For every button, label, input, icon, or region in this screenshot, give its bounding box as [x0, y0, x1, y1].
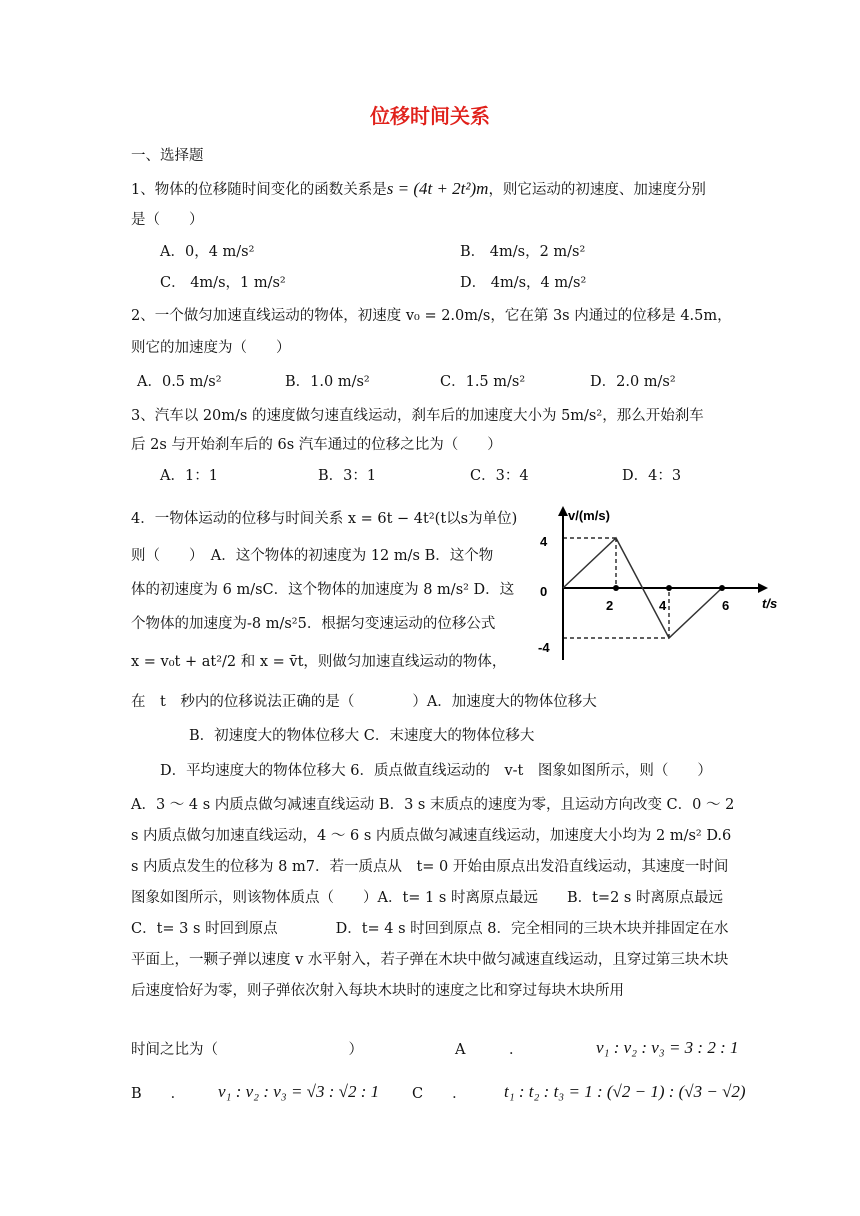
q2-line2: 则它的加速度为（ ）: [131, 340, 291, 356]
q2-option-d: D．2.0 m/s²: [590, 374, 676, 390]
q3-line1: 3、汽车以 20m/s 的速度做匀速直线运动，刹车后的加速度大小为 5m/s²，那么开始刹车: [131, 408, 704, 424]
q2-line1: 2、一个做匀加速直线运动的物体，初速度 v₀ = 2.0m/s，它在第 3s 内通过的位移是 4.5m，: [131, 308, 732, 324]
q8-option-b-formula: v₁ : v₂ : v₃ = √3 : √2 : 1: [218, 1082, 380, 1101]
q1-stem: 1、物体的位移随时间变化的函数关系是: [131, 182, 387, 198]
x-tick-4: 4: [659, 598, 667, 613]
x-tick-dot-6: [719, 585, 725, 591]
x-tick-dot-2: [613, 585, 619, 591]
q3-line2: 后 2s 与开始刹车后的 6s 汽车通过的位移之比为（ ）: [131, 437, 502, 453]
q1-option-c: C． 4m/s，1 m/s²: [160, 275, 286, 291]
q1-text: [131, 179, 706, 200]
q1-tail: ，则它运动的初速度、加速度分别: [488, 182, 706, 198]
vt-graph: [530, 500, 800, 670]
q1-formula: s = (4t + 2t²)m: [386, 179, 489, 198]
y-axis-arrow: [558, 506, 568, 516]
q8-option-a-label: A ．: [455, 1042, 524, 1058]
q3-option-c: C．3：4: [470, 468, 529, 484]
q4-line3: 体的初速度为 6 m/sC．这个物体的加速度为 8 m/s² D．这: [131, 582, 515, 598]
q2-option-a: A．0.5 m/s²: [137, 374, 222, 390]
q8-option-c-label: C ．: [412, 1086, 467, 1102]
q4-line2: 则（ ） A．这个物体的初速度为 12 m/s B．这个物: [131, 548, 494, 564]
q8-option-b-label: B ．: [131, 1086, 186, 1102]
y-tick-0: 0: [540, 584, 548, 599]
body-paragraph: A．3 ～ 4 s 内质点做匀减速直线运动 B．3 s 末质点的速度为零，且运动方向改变 C．0 ～ 2 s 内质点做匀加速直线运动，4 ～ 6 s 内质点做匀减速直线运动，加速度大小均为 2 m/s² D.6 s 内质点发生的位移为 8 m7．若一质点从 t= 0 开始由原点出发沿直线运动，其速度一时间图象如图所示，则该物体质点（ ）A．t= 1 s 时离原点最远 B．t=2 s 时离原点最远 C．t= 3 s 时回到原点 D．t= 4 s 时回到原点 8．完全相同的三块木块并排固定在水平面上，一颗子弹以速度 v 水平射入，若子弹在木块中做匀减速直线运动，且穿过第三块木块后速度恰好为零，则子弹依次射入每块木块时的速度之比和穿过每块木块所用: [131, 797, 735, 999]
page-title: 位移时间关系: [370, 104, 490, 128]
x-axis-arrow: [758, 583, 768, 593]
q4-line7: B．初速度大的物体位移大 C．末速度大的物体位移大: [189, 728, 535, 744]
q1-option-a: A．0，4 m/s²: [160, 244, 255, 260]
x-tick-dot-4: [666, 585, 672, 591]
q8-option-a-formula: v₁ : v₂ : v₃ = 3 : 2 : 1: [596, 1038, 739, 1057]
y-tick-neg4: -4: [538, 640, 550, 655]
q3-option-d: D．4：3: [622, 468, 682, 484]
q2-option-b: B．1.0 m/s²: [285, 374, 370, 390]
q4-line4: 个物体的加速度为-8 m/s²5．根据匀变速运动的位移公式: [131, 616, 496, 632]
q4-line5: x = v₀t + at²/2 和 x = v̄t，则做匀加速直线运动的物体，: [131, 654, 507, 670]
q3-option-b: B．3：1: [318, 468, 377, 484]
section-heading: 一、选择题: [131, 148, 204, 164]
q4-line1: 4．一物体运动的位移与时间关系 x = 6t − 4t²(t以s为单位): [131, 511, 518, 527]
q8-option-c-formula: t₁ : t₂ : t₃ = 1 : (√2 − 1) : (√3 − √2): [504, 1082, 746, 1101]
q1-option-b: B． 4m/s，2 m/s²: [460, 244, 586, 260]
x-axis-label: t/s: [762, 596, 778, 611]
q1-option-d: D． 4m/s，4 m/s²: [460, 275, 587, 291]
q3-option-a: A．1：1: [160, 468, 218, 484]
x-tick-2: 2: [606, 598, 614, 613]
q1-line2: 是（ ）: [131, 212, 204, 228]
q2-option-c: C．1.5 m/s²: [440, 374, 526, 390]
y-tick-4: 4: [540, 534, 548, 549]
q4-line6: 在 t 秒内的位移说法正确的是（ ）A．加速度大的物体位移大: [131, 694, 597, 710]
q4-line8: D．平均速度大的物体位移大 6．质点做直线运动的 v-t 图象如图所示，则（ ）: [160, 763, 712, 779]
x-tick-6: 6: [722, 598, 730, 613]
y-axis-label: v/(m/s): [568, 508, 610, 523]
q8-line-a: 时间之比为（ ）: [131, 1042, 363, 1058]
